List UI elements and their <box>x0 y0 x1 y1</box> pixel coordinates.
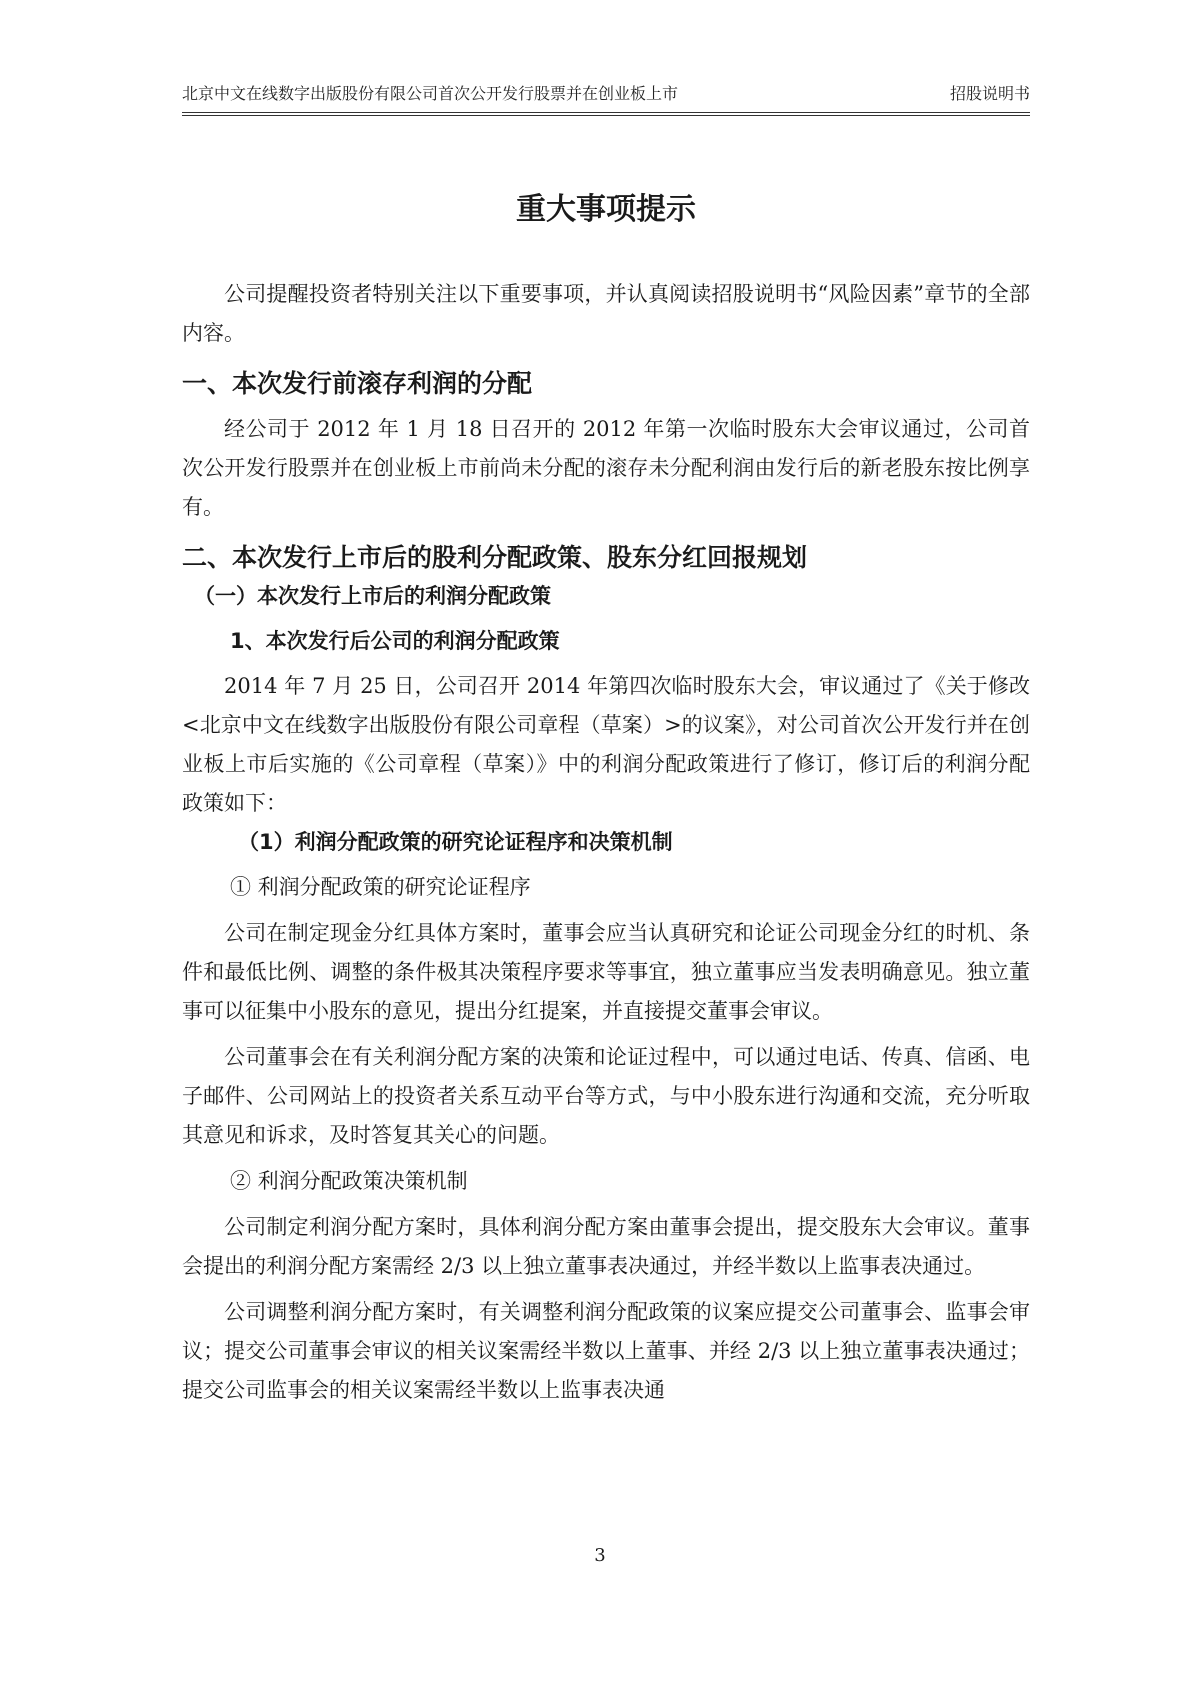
item-heading: （1）利润分配政策的研究论证程序和决策机制 <box>238 830 673 854</box>
subsection-heading: （一）本次发行上市后的利润分配政策 <box>194 584 551 608</box>
page-number: 3 <box>594 1545 606 1566</box>
section-1-paragraph: 经公司于 2012 年 1 月 18 日召开的 2012 年第一次临时股东大会审议通过，公司首次公开发行股票并在创业板上市前尚未分配的滚存未分配利润由发行后的新老股东按比例享有。 <box>182 417 1030 519</box>
header-title: 北京中文在线数字出版股份有限公司首次公开发行股票并在创业板上市 <box>182 84 679 103</box>
header-doc-type: 招股说明书 <box>949 84 1030 103</box>
header-rule <box>182 112 1030 116</box>
section-1-heading: 一、本次发行前滚存利润的分配 <box>182 369 533 398</box>
section-2-heading: 二、本次发行上市后的股利分配政策、股东分红回报规划 <box>182 543 808 572</box>
document-body <box>182 275 1030 1410</box>
subsection-item-heading: 1、本次发行后公司的利润分配政策 <box>230 629 560 653</box>
adjustment-paragraph: 公司调整利润分配方案时，有关调整利润分配政策的议案应提交公司董事会、监事会审议；提交公司董事会审议的相关议案需经半数以上董事、并经 2/3 以上独立董事表决通过；提交公司监事会的相关议案需经半数以上监事表决通 <box>182 1300 1030 1402</box>
item-subheading-1: ① 利润分配政策的研究论证程序 <box>230 875 531 899</box>
running-header <box>182 84 1030 104</box>
procedure-paragraph: 公司在制定现金分红具体方案时，董事会应当认真研究和论证公司现金分红的时机、条件和最低比例、调整的条件极其决策程序要求等事宜，独立董事应当发表明确意见。独立董事可以征集中小股东的意见，提出分红提案，并直接提交董事会审议。 <box>182 921 1030 1023</box>
policy-paragraph: 2014 年 7 月 25 日，公司召开 2014 年第四次临时股东大会，审议通过了《关于修改<北京中文在线数字出版股份有限公司章程（草案）>的议案》，对公司首次公开发行并在创业板上市后实施的《公司章程（草案）》中的利润分配政策进行了修订，修订后的利润分配政策如下： <box>182 674 1030 815</box>
decision-paragraph: 公司制定利润分配方案时，具体利润分配方案由董事会提出，提交股东大会审议。董事会提出的利润分配方案需经 2/3 以上独立董事表决通过，并经半数以上监事表决通过。 <box>182 1215 1030 1278</box>
intro-paragraph: 公司提醒投资者特别关注以下重要事项，并认真阅读招股说明书“风险因素”章节的全部内容。 <box>182 282 1030 345</box>
item-subheading-2: ② 利润分配政策决策机制 <box>230 1169 468 1193</box>
communication-paragraph: 公司董事会在有关利润分配方案的决策和论证过程中，可以通过电话、传真、信函、电子邮件、公司网站上的投资者关系互动平台等方式，与中小股东进行沟通和交流，充分听取其意见和诉求，及时答复其关心的问题。 <box>182 1045 1030 1147</box>
page-title: 重大事项提示 <box>516 192 696 227</box>
